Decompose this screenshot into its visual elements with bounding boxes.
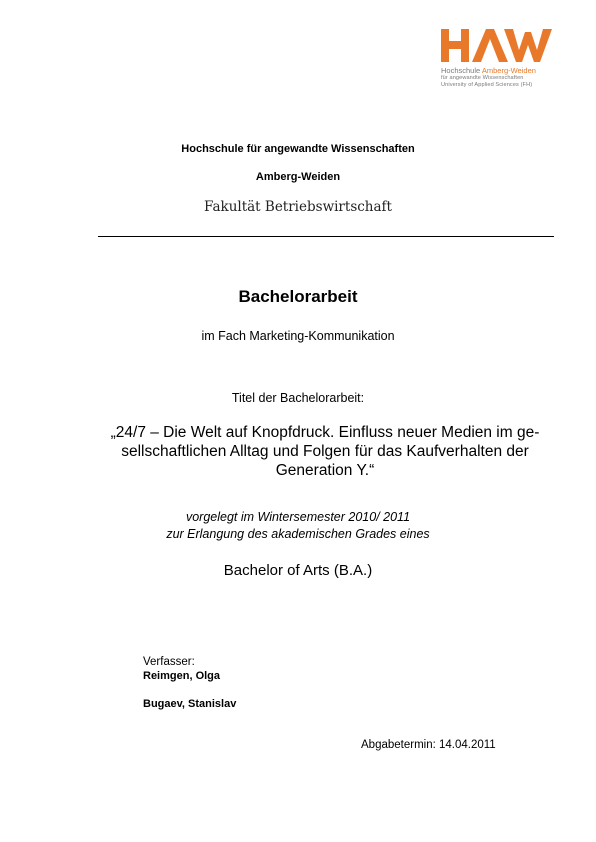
header-divider xyxy=(98,236,554,237)
thesis-title-line: sellschaftlichen Alltag und Folgen für das Kaufverhalten der xyxy=(121,443,529,460)
author-name: Bugaev, Stanislav xyxy=(143,698,237,710)
haw-logo xyxy=(440,28,560,94)
due-date: Abgabetermin: 14.04.2011 xyxy=(361,739,496,751)
haw-logo-mark xyxy=(440,28,552,64)
submission-purpose: zur Erlangung des akademischen Grades eines xyxy=(166,527,430,541)
logo-text-line3: University of Applied Sciences (FH) xyxy=(441,82,533,88)
thesis-title xyxy=(95,423,555,480)
thesis-title-line: „24/7 – Die Welt auf Knopfdruck. Einfluss neuer Medien im ge- xyxy=(110,424,540,441)
submission-semester: vorgelegt im Wintersemester 2010/ 2011 xyxy=(185,510,411,524)
thesis-title-label: Titel der Bachelorarbeit: xyxy=(231,391,365,405)
logo-text-line2: für angewandte Wissenschaften xyxy=(441,75,524,81)
document-type: Bachelorarbeit xyxy=(238,287,358,306)
faculty-name: Fakultät Betriebswirtschaft xyxy=(204,199,392,215)
logo-text-line1: Hochschule Amberg-Weiden xyxy=(441,66,536,75)
institution-city: Amberg-Weiden xyxy=(255,171,341,183)
author-name: Reimgen, Olga xyxy=(143,670,221,682)
degree-name: Bachelor of Arts (B.A.) xyxy=(223,562,373,579)
document-subject: im Fach Marketing-Kommunikation xyxy=(201,329,395,343)
institution-name: Hochschule für angewandte Wissenschaften xyxy=(181,143,415,155)
authors-label: Verfasser: xyxy=(143,656,195,668)
thesis-title-line: Generation Y.“ xyxy=(275,462,375,479)
